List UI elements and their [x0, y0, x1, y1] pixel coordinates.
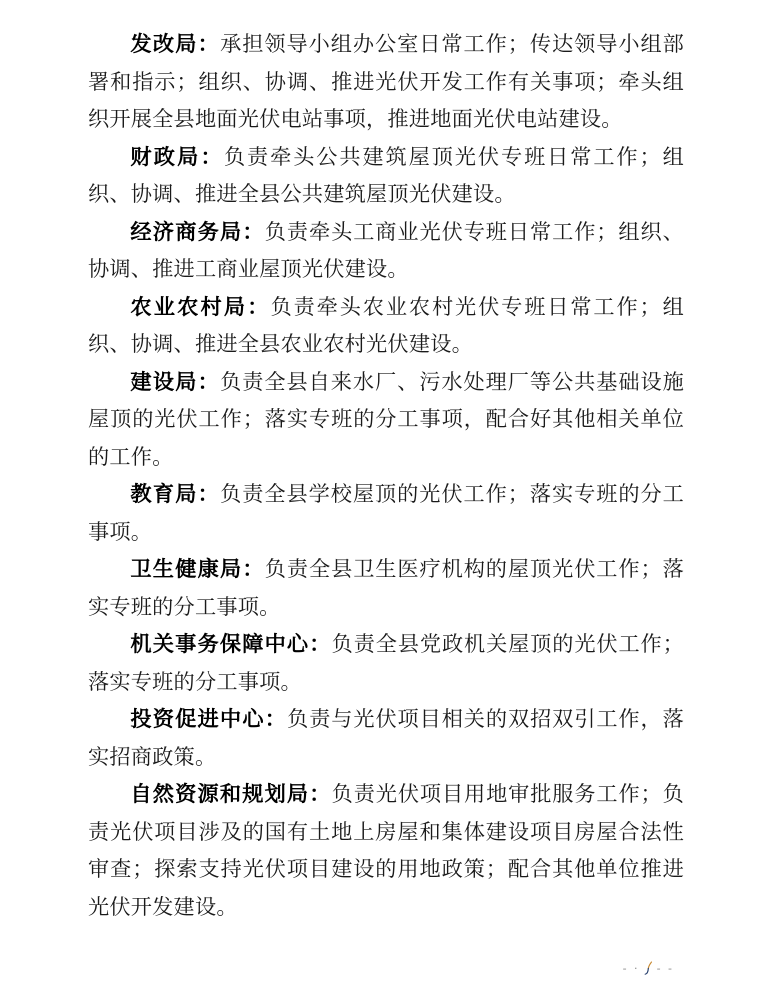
department-name: 投资促进中心：: [130, 706, 288, 731]
department-name: 发改局：: [130, 31, 221, 56]
duty-paragraph: [88, 625, 684, 700]
duty-paragraph: [88, 550, 684, 625]
department-duties: 承担领导小组办公室日常工作；传达领导小组部署和指示；组织、协调、推进光伏开发工作有关事项；牵头组织开展全县地面光伏电站事项，推进地面光伏电站建设。: [88, 31, 684, 131]
duty-paragraph: [88, 288, 684, 363]
department-duties: 负责全县党政机关屋顶的光伏工作；落实专班的分工事项。: [88, 631, 684, 694]
duty-paragraph: [88, 138, 684, 213]
department-name: 建设局：: [130, 368, 221, 394]
department-name: 农业农村局：: [130, 293, 271, 319]
department-duties: 负责光伏项目用地审批服务工作；负责光伏项目涉及的国有土地上房屋和集体建设项目房屋合法性审查；探索支持光伏项目建设的用地政策；配合其他单位推进光伏开发建设。: [88, 781, 684, 919]
department-name: 教育局：: [130, 481, 221, 506]
department-duties: 负责牵头工商业光伏专班日常工作；组织、协调、推进工商业屋顶光伏建设。: [88, 218, 684, 281]
department-name: 自然资源和规划局：: [130, 781, 332, 806]
department-duties: 负责全县卫生医疗机构的屋顶光伏工作；落实专班的分工事项。: [88, 556, 684, 619]
department-duties: 负责牵头公共建筑屋顶光伏专班日常工作；组织、协调、推进全县公共建筑屋顶光伏建设。: [88, 143, 684, 206]
page-number-footer: [623, 961, 674, 976]
page-number-squiggle-icon: [644, 961, 653, 976]
footer-right-marks: - -: [656, 962, 674, 975]
department-name: 财政局：: [130, 143, 224, 169]
department-name: 机关事务保障中心：: [130, 631, 332, 656]
department-duties: 负责全县自来水厂、污水处理厂等公共基础设施屋顶的光伏工作；落实专班的分工事项，配合好其他相关单位的工作。: [88, 368, 684, 469]
department-duties: 负责与光伏项目相关的双招双引工作，落实招商政策。: [88, 706, 684, 769]
duty-paragraph: [88, 363, 684, 476]
duty-paragraph: [88, 25, 684, 138]
duty-paragraph: [88, 700, 684, 775]
footer-left-marks: - ·: [622, 962, 640, 975]
department-duties: 负责牵头农业农村光伏专班日常工作；组织、协调、推进全县农业农村光伏建设。: [88, 293, 684, 356]
duty-paragraph: [88, 213, 684, 288]
department-duties: 负责全县学校屋顶的光伏工作；落实专班的分工事项。: [88, 481, 684, 544]
duty-paragraph: [88, 775, 684, 925]
department-name: 卫生健康局：: [130, 556, 265, 581]
duty-paragraph: [88, 475, 684, 550]
department-name: 经济商务局：: [130, 218, 265, 244]
